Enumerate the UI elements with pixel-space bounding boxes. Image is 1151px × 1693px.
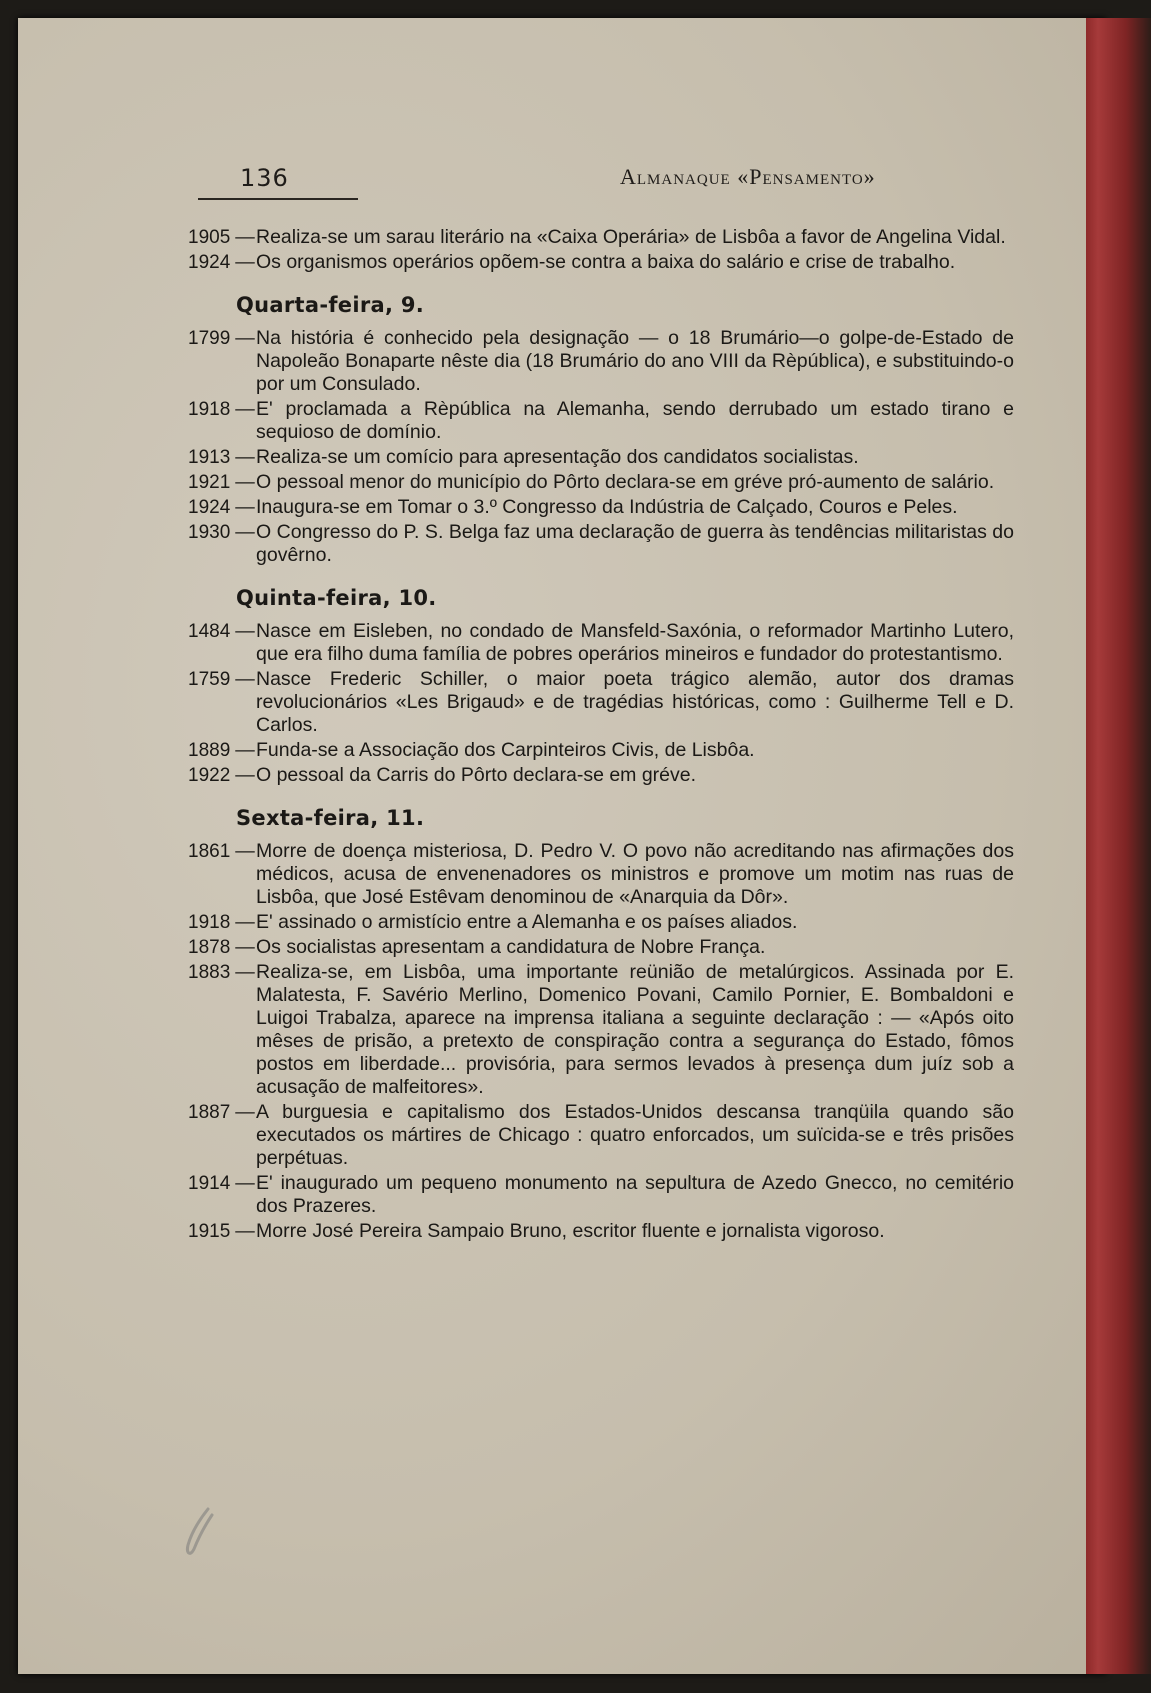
book-spine bbox=[1086, 18, 1151, 1674]
entry-dash: — bbox=[235, 840, 255, 862]
almanac-entry bbox=[188, 668, 1018, 737]
almanac-entry bbox=[188, 398, 1018, 444]
entry-dash: — bbox=[235, 251, 255, 273]
entry-dash: — bbox=[235, 1172, 255, 1194]
entry-year: 1799 bbox=[188, 328, 231, 349]
almanac-entry bbox=[188, 739, 1018, 762]
day-heading: Sexta-feira, 11. bbox=[236, 806, 425, 830]
almanac-entry bbox=[188, 251, 1018, 274]
day-heading: Quarta-feira, 9. bbox=[236, 293, 425, 317]
almanac-content bbox=[188, 226, 1018, 1245]
entry-year: 1913 bbox=[188, 447, 231, 468]
entry-text: Realiza-se um comício para apresentação dos candidatos socialistas. bbox=[256, 446, 859, 468]
entry-year: 1921 bbox=[188, 472, 231, 493]
page-header bbox=[0, 158, 1088, 198]
entry-dash: — bbox=[235, 446, 255, 468]
entry-text: Inaugura-se em Tomar o 3.º Congresso da Indústria de Calçado, Couros e Peles. bbox=[256, 496, 958, 518]
entry-text: E' proclamada a Rèpública na Alemanha, sendo derrubado um estado tirano e sequioso de domínio. bbox=[256, 398, 1014, 443]
entry-year: 1484 bbox=[188, 621, 231, 642]
entry-dash: — bbox=[235, 1101, 255, 1123]
entry-dash: — bbox=[235, 911, 255, 933]
entry-year: 1915 bbox=[188, 1221, 231, 1242]
entry-year: 1930 bbox=[188, 522, 231, 543]
almanac-entry bbox=[188, 521, 1018, 567]
entry-text: O Congresso do P. S. Belga faz uma declaração de guerra às tendências militaristas do govêrno. bbox=[256, 521, 1014, 566]
entry-dash: — bbox=[235, 1220, 255, 1242]
almanac-entry bbox=[188, 496, 1018, 519]
entry-dash: — bbox=[235, 471, 255, 493]
entry-year: 1918 bbox=[188, 399, 231, 420]
entry-text: Na história é conhecido pela designação — o 18 Brumário—o golpe-de-Estado de Napoleão Bonaparte nêste dia (18 Brumário do ano VIII da Rèpública), e substituindo-o por um Consulado. bbox=[256, 327, 1014, 395]
almanac-entry bbox=[188, 840, 1018, 909]
almanac-entry bbox=[188, 327, 1018, 396]
entry-text: Morre de doença misteriosa, D. Pedro V. O povo não acreditando nas afirmações dos médicos, acusa de envenenadores os ministros e promove um motim nas ruas de Lisbôa, que José Estêvam denominou de «Anarquia da Dôr». bbox=[256, 840, 1014, 908]
entry-text: E' assinado o armistício entre a Alemanha e os países aliados. bbox=[256, 911, 798, 933]
almanac-entry bbox=[188, 911, 1018, 934]
entry-text: Funda-se a Associação dos Carpinteiros Civis, de Lisbôa. bbox=[256, 739, 755, 761]
entry-dash: — bbox=[235, 496, 255, 518]
entry-dash: — bbox=[235, 668, 255, 690]
almanac-entry bbox=[188, 764, 1018, 787]
almanac-entry bbox=[188, 226, 1018, 249]
entry-year: 1861 bbox=[188, 841, 231, 862]
entry-dash: — bbox=[235, 398, 255, 420]
entry-year: 1905 bbox=[188, 227, 231, 248]
entry-text: Os socialistas apresentam a candidatura de Nobre França. bbox=[256, 936, 766, 958]
entry-dash: — bbox=[235, 936, 255, 958]
day-heading: Quinta-feira, 10. bbox=[236, 586, 437, 610]
almanac-entry bbox=[188, 1172, 1018, 1218]
entry-year: 1918 bbox=[188, 912, 231, 933]
entry-year: 1889 bbox=[188, 740, 231, 761]
entry-dash: — bbox=[235, 764, 255, 786]
header-rule bbox=[198, 198, 358, 200]
entry-dash: — bbox=[235, 961, 255, 983]
entry-text: A burguesia e capitalismo dos Estados-Unidos descansa tranqüila quando são executados os mártires de Chicago : quatro enforcados, um suïcida-se e três prisões perpétuas. bbox=[256, 1101, 1014, 1169]
almanac-entry bbox=[188, 961, 1018, 1099]
almanac-entry bbox=[188, 936, 1018, 959]
running-title: Almanaque «Pensamento» bbox=[620, 164, 876, 189]
almanac-entry bbox=[188, 446, 1018, 469]
page-number: 136 bbox=[240, 164, 289, 192]
entry-year: 1759 bbox=[188, 669, 231, 690]
entry-text: Realiza-se um sarau literário na «Caixa Operária» de Lisbôa a favor de Angelina Vidal. bbox=[256, 226, 1006, 248]
almanac-entry bbox=[188, 1101, 1018, 1170]
entry-text: Nasce Frederic Schiller, o maior poeta trágico alemão, autor dos dramas revolucionários «Les Brigaud» e de tragédias históricas, como : Guilherme Tell e D. Carlos. bbox=[256, 668, 1014, 736]
entry-year: 1924 bbox=[188, 252, 231, 273]
entry-year: 1887 bbox=[188, 1102, 231, 1123]
almanac-entry bbox=[188, 1220, 1018, 1243]
entry-year: 1883 bbox=[188, 962, 231, 983]
entry-year: 1878 bbox=[188, 937, 231, 958]
entry-text: Os organismos operários opõem-se contra a baixa do salário e crise de trabalho. bbox=[256, 251, 956, 273]
entry-text: Realiza-se, em Lisbôa, uma importante reünião de metalúrgicos. Assinada por E. Malatesta, F. Savério Merlino, Domenico Povani, Camilo Pornier, E. Bombaldoni e Luigoi Trabalza, aparece na imprensa italiana a seguinte declaração : — «Após oito mêses de prisão, a pretexto de conspiração contra a segurança do Estado, fômos postos em liberdade... provisória, para sermos levados à presença dum juíz sob a acusação de malfeitores». bbox=[256, 961, 1014, 1098]
pencil-mark bbox=[178, 1505, 218, 1565]
almanac-entry bbox=[188, 620, 1018, 666]
entry-year: 1924 bbox=[188, 497, 231, 518]
entry-dash: — bbox=[235, 226, 255, 248]
entry-dash: — bbox=[235, 521, 255, 543]
entry-text: O pessoal menor do município do Pôrto declara-se em gréve pró-aumento de salário. bbox=[256, 471, 995, 493]
entry-text: O pessoal da Carris do Pôrto declara-se em gréve. bbox=[256, 764, 697, 786]
entry-year: 1914 bbox=[188, 1173, 231, 1194]
entry-text: Nasce em Eisleben, no condado de Mansfeld-Saxónia, o reformador Martinho Lutero, que era filho duma família de pobres operários mineiros e fundador do protestantismo. bbox=[256, 620, 1014, 665]
entry-dash: — bbox=[235, 327, 255, 349]
almanac-entry bbox=[188, 471, 1018, 494]
entry-text: E' inaugurado um pequeno monumento na sepultura de Azedo Gnecco, no cemitério dos Prazeres. bbox=[256, 1172, 1014, 1217]
entry-year: 1922 bbox=[188, 765, 231, 786]
entry-text: Morre José Pereira Sampaio Bruno, escritor fluente e jornalista vigoroso. bbox=[256, 1220, 885, 1242]
entry-dash: — bbox=[235, 620, 255, 642]
entry-dash: — bbox=[235, 739, 255, 761]
